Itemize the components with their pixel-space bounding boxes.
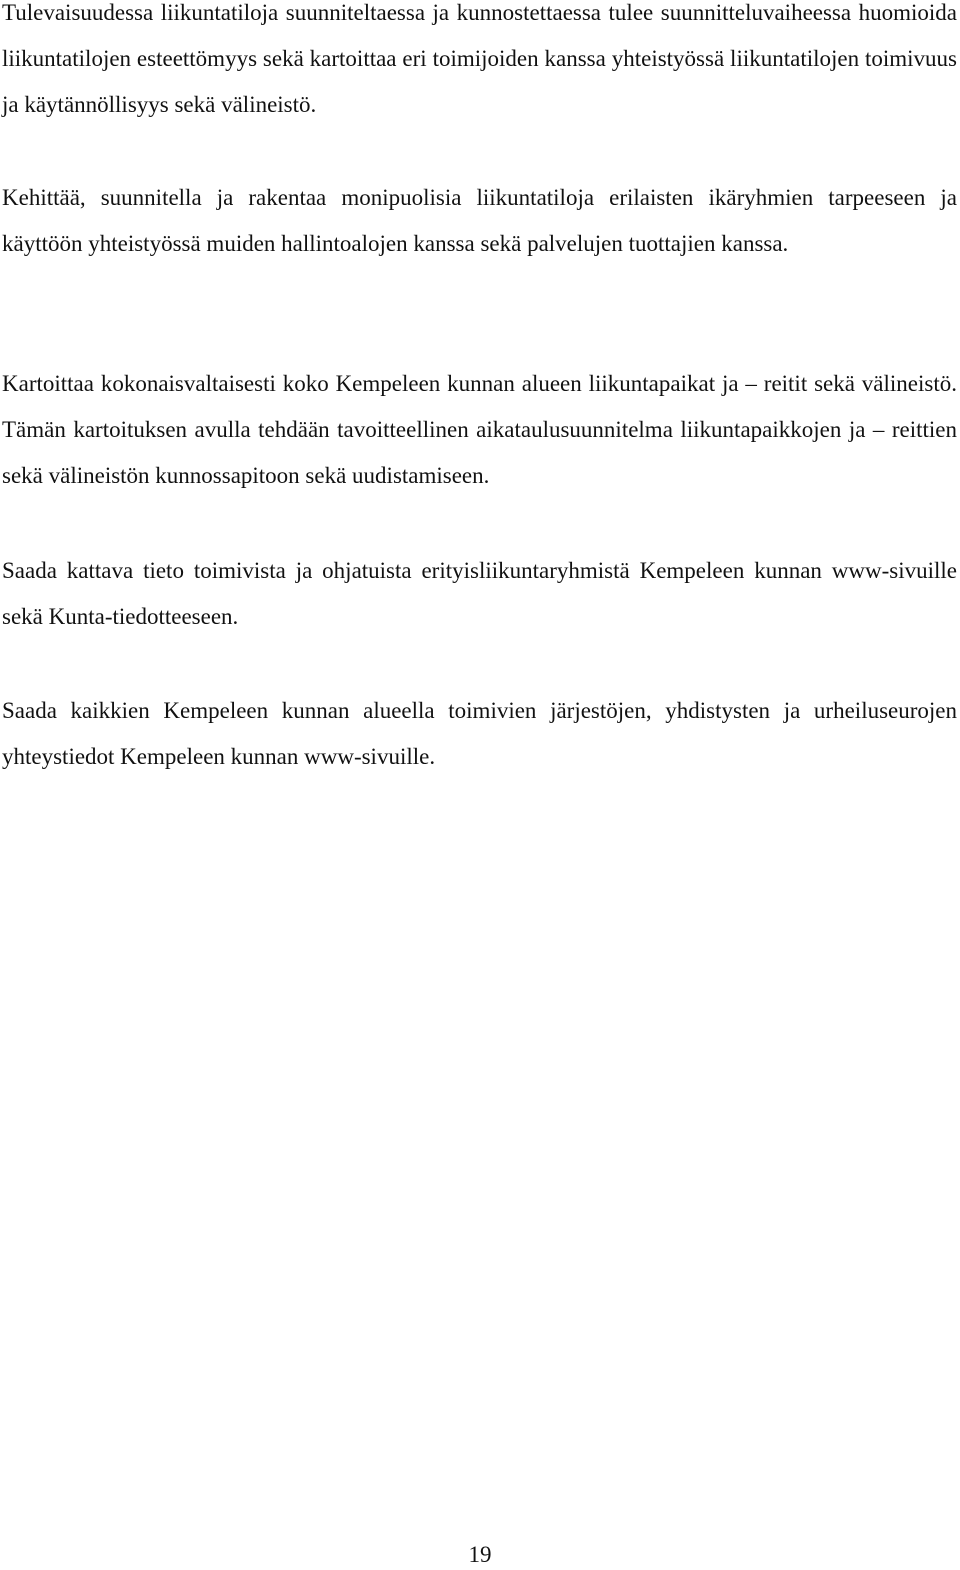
paragraph-4: Saada kattava tieto toimivista ja ohjatuista erityisliikuntaryhmistä Kempeleen kunnan www-sivuille sekä Kunta-tiedotteeseen. — [2, 558, 957, 629]
paragraph-2: Kehittää, suunnitella ja rakentaa monipuolisia liikuntatiloja erilaisten ikäryhmien tarpeeseen ja käyttöön yhteistyössä muiden hallintoalojen kanssa sekä palvelujen tuottajien kanssa. — [2, 185, 957, 256]
paragraph-5: Saada kaikkien Kempeleen kunnan alueella toimivien järjestöjen, yhdistysten ja urheiluseurojen yhteystiedot Kempeleen kunnan www-sivuille. — [2, 698, 957, 769]
paragraph-1: Tulevaisuudessa liikuntatiloja suunniteltaessa ja kunnostettaessa tulee suunnitteluvaiheessa huomioida liikuntatilojen esteettömyys sekä kartoittaa eri toimijoiden kanssa yhteistyössä liikuntatilojen toimivuus ja käytännöllisyys sekä välineistö. — [2, 0, 957, 117]
page-number: 19 — [468, 1542, 492, 1567]
paragraph-3: Kartoittaa kokonaisvaltaisesti koko Kempeleen kunnan alueen liikuntapaikat ja – reitit sekä välineistö. Tämän kartoituksen avulla tehdään tavoitteellinen aikataulusuunnitelma liikuntapaikkojen ja – reittien sekä välineistön kunnossapitoon sekä uudistamiseen. — [2, 371, 957, 488]
